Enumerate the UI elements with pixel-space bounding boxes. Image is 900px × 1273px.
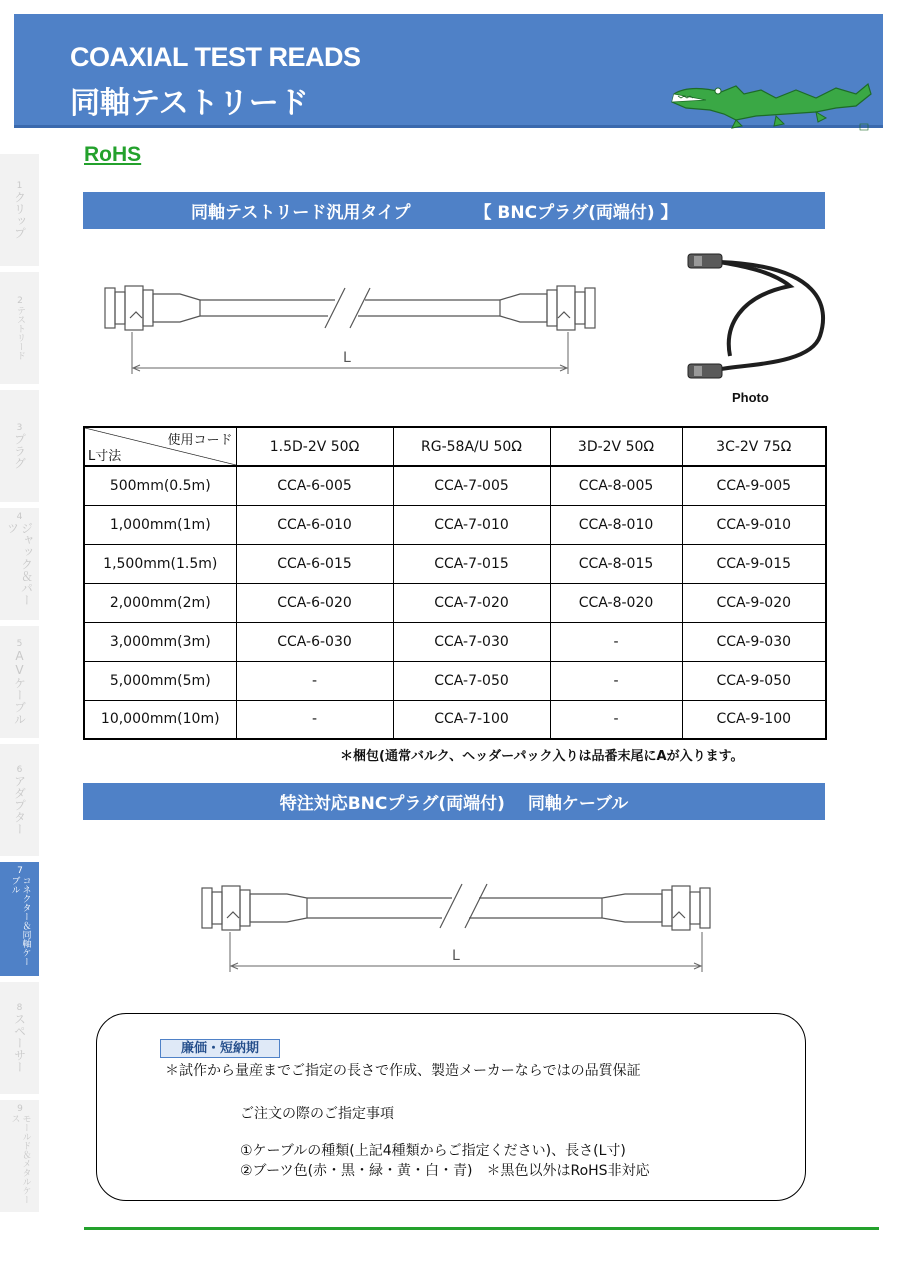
- part-number: CCA-9-015: [682, 544, 826, 583]
- table-row: [84, 622, 826, 661]
- part-number: CCA-9-005: [682, 466, 826, 505]
- column-header: 1.5D-2V 50Ω: [236, 427, 393, 466]
- section-custom-bar: [83, 783, 825, 820]
- part-number: CCA-8-005: [550, 466, 682, 505]
- sidebar-tab-mold-case[interactable]: [0, 1100, 39, 1212]
- low-cost-tag: 廉価・短納期: [160, 1039, 280, 1058]
- section-title: 特注対応BNCプラグ(両端付) 同軸ケーブル: [279, 794, 629, 814]
- info-line-2: ご注文の際のご指定事項: [240, 1106, 394, 1122]
- part-number: CCA-8-020: [550, 583, 682, 622]
- rohs-label: RoHS: [84, 143, 142, 166]
- part-number: CCA-7-015: [393, 544, 550, 583]
- length-label: L: [452, 948, 460, 964]
- corner-bottom-label: L寸法: [88, 449, 122, 464]
- table-row: [84, 505, 826, 544]
- header-banner: [14, 14, 883, 128]
- part-number: CCA-8-010: [550, 505, 682, 544]
- sidebar-tab-plug[interactable]: [0, 390, 39, 502]
- sidebar-tab-num: 2: [15, 296, 25, 306]
- cable-diagram-custom: [197, 878, 717, 978]
- part-number: CCA-9-020: [682, 583, 826, 622]
- part-number: CCA-6-005: [236, 466, 393, 505]
- sidebar-tab-connector-coax[interactable]: [0, 862, 39, 976]
- part-number: CCA-9-010: [682, 505, 826, 544]
- column-header: RG-58A/U 50Ω: [393, 427, 550, 466]
- part-number: CCA-9-100: [682, 700, 826, 739]
- sidebar-tab-label: モールド＆メタルケース: [9, 1114, 31, 1204]
- sidebar-tab-label: ジャック＆パーツ: [5, 522, 34, 606]
- info-line-3: ①ケーブルの種類(上記4種類からご指定ください)、長さ(L寸): [240, 1143, 626, 1159]
- part-number: CCA-6-015: [236, 544, 393, 583]
- row-length: 500mm(0.5m): [84, 466, 236, 505]
- info-line-1: ＊試作から量産までご指定の長さで作成、製造メーカーならではの品質保証: [165, 1063, 641, 1079]
- part-number: -: [236, 661, 393, 700]
- sidebar-tab-adapter[interactable]: [0, 744, 39, 856]
- sidebar-tab-num: 4: [14, 512, 25, 522]
- sidebar-tab-test-lead[interactable]: [0, 272, 39, 384]
- corner-top-label: 使用コード: [167, 433, 233, 448]
- section-subtitle: 【 BNCプラグ(両端付) 】: [474, 203, 678, 223]
- part-number: CCA-7-020: [393, 583, 550, 622]
- table-note: ＊梱包(通常バルク、ヘッダーパック入りは品番末尾にAが入ります。: [340, 749, 744, 764]
- sidebar-tab-num: 9: [15, 1104, 25, 1114]
- sidebar-tab-jack-parts[interactable]: [0, 508, 39, 620]
- sidebar-tab-num: 3: [14, 423, 25, 433]
- part-number: CCA-7-050: [393, 661, 550, 700]
- column-header: 3D-2V 50Ω: [550, 427, 682, 466]
- part-number: CCA-7-005: [393, 466, 550, 505]
- row-length: 3,000mm(3m): [84, 622, 236, 661]
- table-row: [84, 466, 826, 505]
- length-label: L: [343, 350, 351, 366]
- column-header: 3C-2V 75Ω: [682, 427, 826, 466]
- table-row: [84, 544, 826, 583]
- sidebar-tab-num: 6: [14, 765, 25, 775]
- sidebar-tab-label: テストリード: [15, 306, 25, 360]
- part-number: CCA-6-010: [236, 505, 393, 544]
- part-number: CCA-9-030: [682, 622, 826, 661]
- part-number: CCA-7-100: [393, 700, 550, 739]
- row-length: 1,000mm(1m): [84, 505, 236, 544]
- row-length: 10,000mm(10m): [84, 700, 236, 739]
- sidebar-tab-num: 5: [14, 639, 25, 649]
- part-number: CCA-6-020: [236, 583, 393, 622]
- sidebar-tab-num: 7: [15, 866, 25, 876]
- crocodile-logo-icon: [666, 64, 876, 134]
- sidebar-tab-label: アダプター: [12, 775, 27, 835]
- sidebar-tab-av-cable[interactable]: [0, 626, 39, 738]
- part-number: CCA-9-050: [682, 661, 826, 700]
- footer-divider: [84, 1227, 879, 1230]
- table-row: [84, 700, 826, 739]
- part-number: -: [550, 622, 682, 661]
- section-general-type-bar: [83, 192, 825, 229]
- part-number: -: [550, 661, 682, 700]
- table-header-row: [84, 427, 826, 466]
- table-row: [84, 583, 826, 622]
- sidebar-tab-num: 8: [14, 1003, 25, 1013]
- sidebar-tab-label: AVケーブル: [12, 649, 27, 725]
- part-number: CCA-7-010: [393, 505, 550, 544]
- row-length: 2,000mm(2m): [84, 583, 236, 622]
- sidebar-tab-label: コネクター＆同軸ケーブル: [9, 876, 31, 966]
- sidebar-tab-label: プラグ: [12, 433, 27, 469]
- info-line-4: ②ブーツ色(赤・黒・緑・黄・白・青) ＊黒色以外はRoHS非対応: [240, 1163, 650, 1179]
- sidebar-tab-label: クリップ: [12, 191, 27, 239]
- sidebar-tab-spacer[interactable]: [0, 982, 39, 1094]
- photo-label: Photo: [732, 390, 769, 405]
- title-jp: 同軸テストリード: [70, 86, 309, 121]
- title-en: COAXIAL TEST READS: [70, 42, 361, 72]
- cable-diagram-general: [100, 278, 600, 378]
- part-number: CCA-7-030: [393, 622, 550, 661]
- section-title: 同軸テストリード汎用タイプ: [191, 203, 411, 223]
- sidebar-tab-num: 1: [14, 181, 25, 191]
- part-number: -: [236, 700, 393, 739]
- sidebar-tab-label: スペーサー: [12, 1013, 27, 1073]
- table-corner-cell: [84, 427, 236, 466]
- part-number: -: [550, 700, 682, 739]
- part-number: CCA-6-030: [236, 622, 393, 661]
- table-row: [84, 661, 826, 700]
- sidebar-tab-clip[interactable]: [0, 154, 39, 266]
- cable-photo: [680, 246, 840, 386]
- row-length: 1,500mm(1.5m): [84, 544, 236, 583]
- part-number: CCA-8-015: [550, 544, 682, 583]
- row-length: 5,000mm(5m): [84, 661, 236, 700]
- spec-table: [83, 426, 827, 740]
